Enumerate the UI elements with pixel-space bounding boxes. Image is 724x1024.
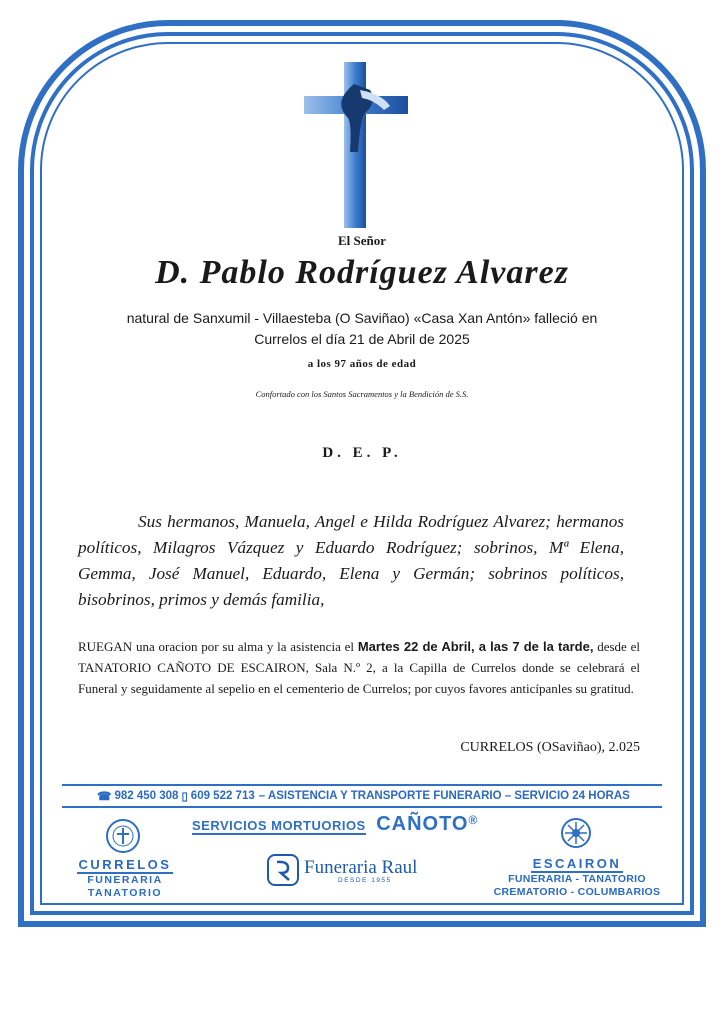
dep-text: D. E. P. [322, 445, 402, 461]
mobile-icon: ▯ [181, 791, 188, 803]
brand-line [192, 813, 477, 836]
ruegan-datetime: Martes 22 de Abril, a las 7 de la tarde, [357, 639, 594, 654]
confortado-text: Confortado con los Santos Sacramentos y la Bendición de S.S. [255, 389, 469, 399]
phone-1: 982 450 308 [114, 790, 179, 802]
deceased-name: D. Pablo Rodríguez Alvarez [155, 254, 569, 291]
natural-line-1: natural de Sanxumil - Villaesteba (O Saviñao) «Casa Xan Antón» falleció en [126, 310, 598, 326]
ruegan-part1: una oracion por su alma y la asistencia el [132, 639, 358, 654]
brand-reg: ® [468, 813, 478, 827]
place-date: CURRELOS (OSaviñao), 2.025 [460, 740, 640, 755]
brand-name: CAÑOTO [376, 813, 469, 836]
cross-icon [304, 62, 408, 228]
phone-icon: ☎ [97, 791, 112, 803]
ruegan-paragraph [78, 636, 640, 699]
services-text: – ASISTENCIA Y TRANSPORTE FUNERARIO – SERVICIO 24 HORAS [258, 790, 630, 802]
phone-2: 609 522 713 [190, 790, 255, 802]
ruegan-lead: RUEGAN [78, 639, 133, 654]
currelos-seal-icon [105, 818, 141, 854]
contact-bar [62, 784, 662, 808]
brand-services: SERVICIOS MORTUORIOS [192, 818, 366, 834]
title-prefix: El Señor [337, 233, 387, 248]
raul-logo-icon [266, 853, 300, 887]
birthplace-text [60, 308, 664, 350]
escairon-line-2: CREMATORIO - COLUMBARIOS [493, 886, 661, 898]
escairon-title: ESCAIRON [532, 856, 622, 871]
raul-name: Funeraria Raul [304, 856, 418, 878]
natural-line-2: Currelos el día 21 de Abril de 2025 [254, 331, 470, 347]
raul-logo [266, 853, 417, 887]
family-paragraph: Sus hermanos, Manuela, Angel e Hilda Rodríguez Alvarez; hermanos políticos, Milagros Vázquez y Eduardo Rodríguez; sobrinos, Mª Elena, Gemma, José Manuel, Eduardo, Elena y Germán; sobrinos políticos, bisobrinos, primos y demás familia, [78, 512, 624, 609]
ruegan-part2: desde el TANATORIO CAÑOTO DE ESCAIRON, Sala N.º 2, a la Capilla de Currelos donde se celebrará el Funeral y seguidamente al sepelio en el cementerio de Currelos; por cuyos favores anticípanles su gratitud. [78, 639, 641, 696]
currelos-block [66, 856, 184, 900]
escairon-seal-icon [560, 817, 592, 849]
raul-since: DESDE 1955 [338, 876, 392, 884]
currelos-line-2: TANATORIO [87, 887, 163, 899]
age-text: a los 97 años de edad [307, 358, 417, 370]
currelos-title: CURRELOS [78, 857, 172, 872]
escairon-line-1: FUNERARIA - TANATORIO [508, 873, 646, 885]
escairon-block [488, 855, 666, 899]
currelos-line-1: FUNERARIA [87, 874, 163, 886]
